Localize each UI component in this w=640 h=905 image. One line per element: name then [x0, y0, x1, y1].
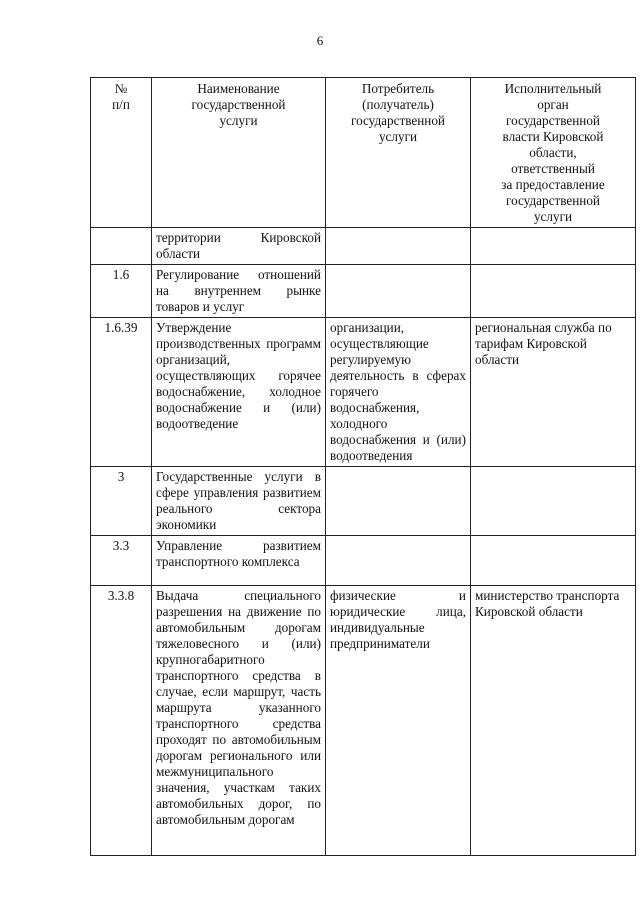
row-consumer: организации, осуществляющие регулируемую деятельность в сферах горячего водоснабжения, холодного водоснабжения и (или) водоотведения — [326, 318, 471, 467]
row-number: 3 — [91, 467, 152, 536]
services-table — [90, 77, 636, 856]
row-service-name: Утверждение производственных программ организаций, осуществляющих горячее водоснабжение, холодное водоснабжение и (или) водоотведение — [152, 318, 326, 467]
header-text-line: услуги — [219, 113, 258, 128]
row-executor: министерство транспорта Кировской области — [471, 586, 636, 856]
row-consumer: физические и юридические лица, индивидуальные предприниматели — [326, 586, 471, 856]
header-text-line: услуги — [533, 209, 573, 224]
table-row — [91, 228, 636, 265]
header-service-name — [152, 78, 326, 228]
table-row — [91, 536, 636, 586]
row-executor — [471, 265, 636, 318]
row-number: 3.3 — [91, 536, 152, 586]
table-row — [91, 586, 636, 856]
row-number: 1.6 — [91, 265, 152, 318]
header-text-line: (получатель) — [362, 97, 434, 112]
table-row — [91, 467, 636, 536]
header-text-line: Наименование — [197, 81, 280, 96]
row-consumer — [326, 265, 471, 318]
row-consumer — [326, 536, 471, 586]
header-text-line: власти Кировской — [502, 129, 604, 144]
header-text-line: услуги — [378, 129, 418, 144]
header-text-line: № — [114, 81, 128, 96]
row-service-name: территории Кировской области — [152, 228, 326, 265]
header-text-line: ответственный — [511, 161, 595, 176]
row-service-name: Регулирование отношений на внутреннем рынке товаров и услуг — [152, 265, 326, 318]
header-text-line: государственной — [506, 113, 600, 128]
header-text-line: Потребитель — [361, 81, 435, 96]
header-text-line: Исполнительный — [504, 81, 602, 96]
header-executor — [471, 78, 636, 228]
row-executor: региональная служба по тарифам Кировской области — [471, 318, 636, 467]
row-executor — [471, 467, 636, 536]
row-consumer — [326, 467, 471, 536]
header-number — [91, 78, 152, 228]
header-text-line: государственной — [506, 193, 600, 208]
header-text-line: государственной — [191, 97, 286, 112]
header-consumer — [326, 78, 471, 228]
row-number — [91, 228, 152, 265]
table-header-row — [91, 78, 636, 228]
header-text-line: за предоставление — [501, 177, 605, 192]
row-consumer — [326, 228, 471, 265]
row-service-name: Выдача специального разрешения на движение по автомобильным дорогам тяжеловесного и (или) крупногабаритного транспортного средства в случае, если маршрут, часть маршрута указанного транспортного средства проходят по автомобильным дорогам регионального или межмуниципального значения, участкам таких автомобильных дорог, по автомобильным дорогам — [152, 586, 326, 856]
header-text-line: орган — [537, 97, 569, 112]
header-text-line: области, — [529, 145, 577, 160]
table-row — [91, 265, 636, 318]
header-text-line: п/п — [112, 97, 130, 112]
row-service-name: Управление развитием транспортного комплекса — [152, 536, 326, 586]
row-number: 1.6.39 — [91, 318, 152, 467]
row-executor — [471, 536, 636, 586]
table-row — [91, 318, 636, 467]
header-text-line: государственной — [351, 113, 445, 128]
row-number: 3.3.8 — [91, 586, 152, 856]
row-service-name: Государственные услуги в сфере управления развитием реального сектора экономики — [152, 467, 326, 536]
page-number: 6 — [316, 33, 324, 48]
row-executor — [471, 228, 636, 265]
